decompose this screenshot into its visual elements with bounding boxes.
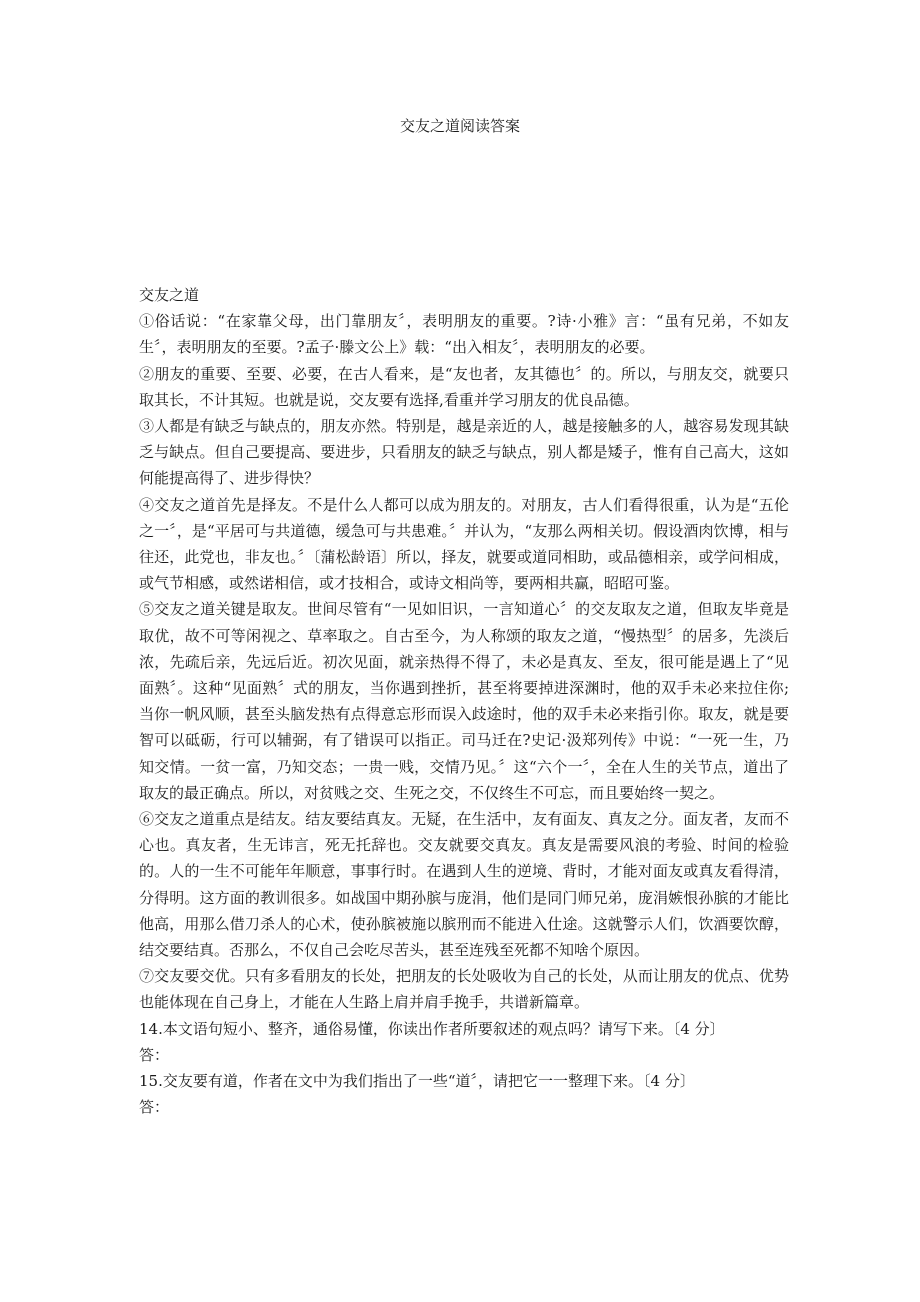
question-14: 14.本文语句短小、整齐，通俗易懂，你读出作者所要叙述的观点吗？请写下来。〔4 分〕 xyxy=(139,1019,725,1038)
paragraph-2: ②朋友的重要、至要、必要，在古人看来，是“友也者，友其德也〞的。所以，与朋友交，就要只取其长，不计其短。也就是说，交友要有选择,看重并学习朋友的优良品德。 xyxy=(139,364,789,409)
paragraph-7: ⑦交友要交优。只有多看朋友的长处，把朋友的长处吸收为自己的长处，从而让朋友的优点、优势也能体现在自己身上，才能在人生路上肩并肩手挽手，共谱新篇章。 xyxy=(139,967,789,1012)
article-body xyxy=(139,282,789,1121)
paragraph-6: ⑥交友之道重点是结友。结友要结真友。无疑，在生活中，友有面友、真友之分。面友者，友而不心也。真友者，生无讳言，死无托辞也。交友就要交真友。真友是需要风浪的考验、时间的检验的。人的一生不可能年年顺意，事事行时。在遇到人生的逆境、背时，才能对面友或真友看得清，分得明。这方面的教训很多。如战国中期孙膑与庞涓，他们是同门师兄弟，庞涓嫉恨孙膑的才能比他高，用那么借刀杀人的心术，使孙膑被施以膑刑而不能进入仕途。这就警示人们，饮酒要饮醇，结交要结真。否那么，不仅自己会吃尽苦头，甚至连残至死都不知啥个原因。 xyxy=(139,810,789,960)
question-15-answer-label: 答： xyxy=(139,1098,170,1117)
paragraph-1: ①俗话说：“在家靠父母，出门靠朋友〞，表明朋友的重要。?诗·小雅》言：“虽有兄弟，不如友生〞，表明朋友的至要。?孟子·滕文公上》载：“出入相友〞，表明朋友的必要。 xyxy=(139,312,789,357)
question-15: 15.交友要有道，作者在文中为我们指出了一些“道〞，请把它一一整理下来。〔4 分〕 xyxy=(139,1072,695,1091)
paragraph-4: ④交友之道首先是择友。不是什么人都可以成为朋友的。对朋友，古人们看得很重，认为是“五伦之一〞，是“平居可与共道德，缓急可与共患难。〞并认为，“友那么两相关切。假设酒肉饮博，相与往还，此党也，非友也。〞〔蒲松龄语〕所以，择友，就要或道同相助，或品德相亲，或学问相成，或气节相感，或然诺相信，或才技相合，或诗文相尚等，要两相共赢，昭昭可鉴。 xyxy=(139,495,789,593)
article-heading: 交友之道 xyxy=(139,286,200,304)
question-14-answer-label: 答： xyxy=(139,1045,170,1064)
document-title: 交友之道阅读答案 xyxy=(399,117,520,135)
paragraph-5: ⑤交友之道关键是取友。世间尽管有“一见如旧识，一言知道心〞的交友取友之道，但取友毕竟是取优，故不可等闲视之、草率取之。自古至今，为人称颂的取友之道，“慢热型〞的居多，先淡后浓，先疏后亲，先远后近。初次见面，就亲热得不得了，未必是真友、至友，很可能是遇上了“见面熟〞。这种“见面熟〞式的朋友，当你遇到挫折，甚至将要掉进深渊时，他的双手未必来拉住你;当你一帆风顺，甚至头脑发热有点得意忘形而误入歧途时，他的双手未必来指引你。取友，就是要智可以砥砺，行可以辅弼，有了错误可以指正。司马迁在?史记·汲郑列传》中说：“一死一生，乃知交情。一贫一富，乃知交态；一贵一贱，交情乃见。〞这“六个一〞，全在人生的关节点，道出了取友的最正确点。所以，对贫贱之交、生死之交，不仅终生不可忘，而且要始终一契之。 xyxy=(139,600,789,802)
paragraph-3: ③人都是有缺乏与缺点的，朋友亦然。特别是，越是亲近的人，越是接触多的人，越容易发现其缺乏与缺点。但自己要提高、要进步，只看朋友的缺乏与缺点，别人都是矮子，惟有自己高大，这如何能提高得了、进步得快？ xyxy=(139,417,789,488)
